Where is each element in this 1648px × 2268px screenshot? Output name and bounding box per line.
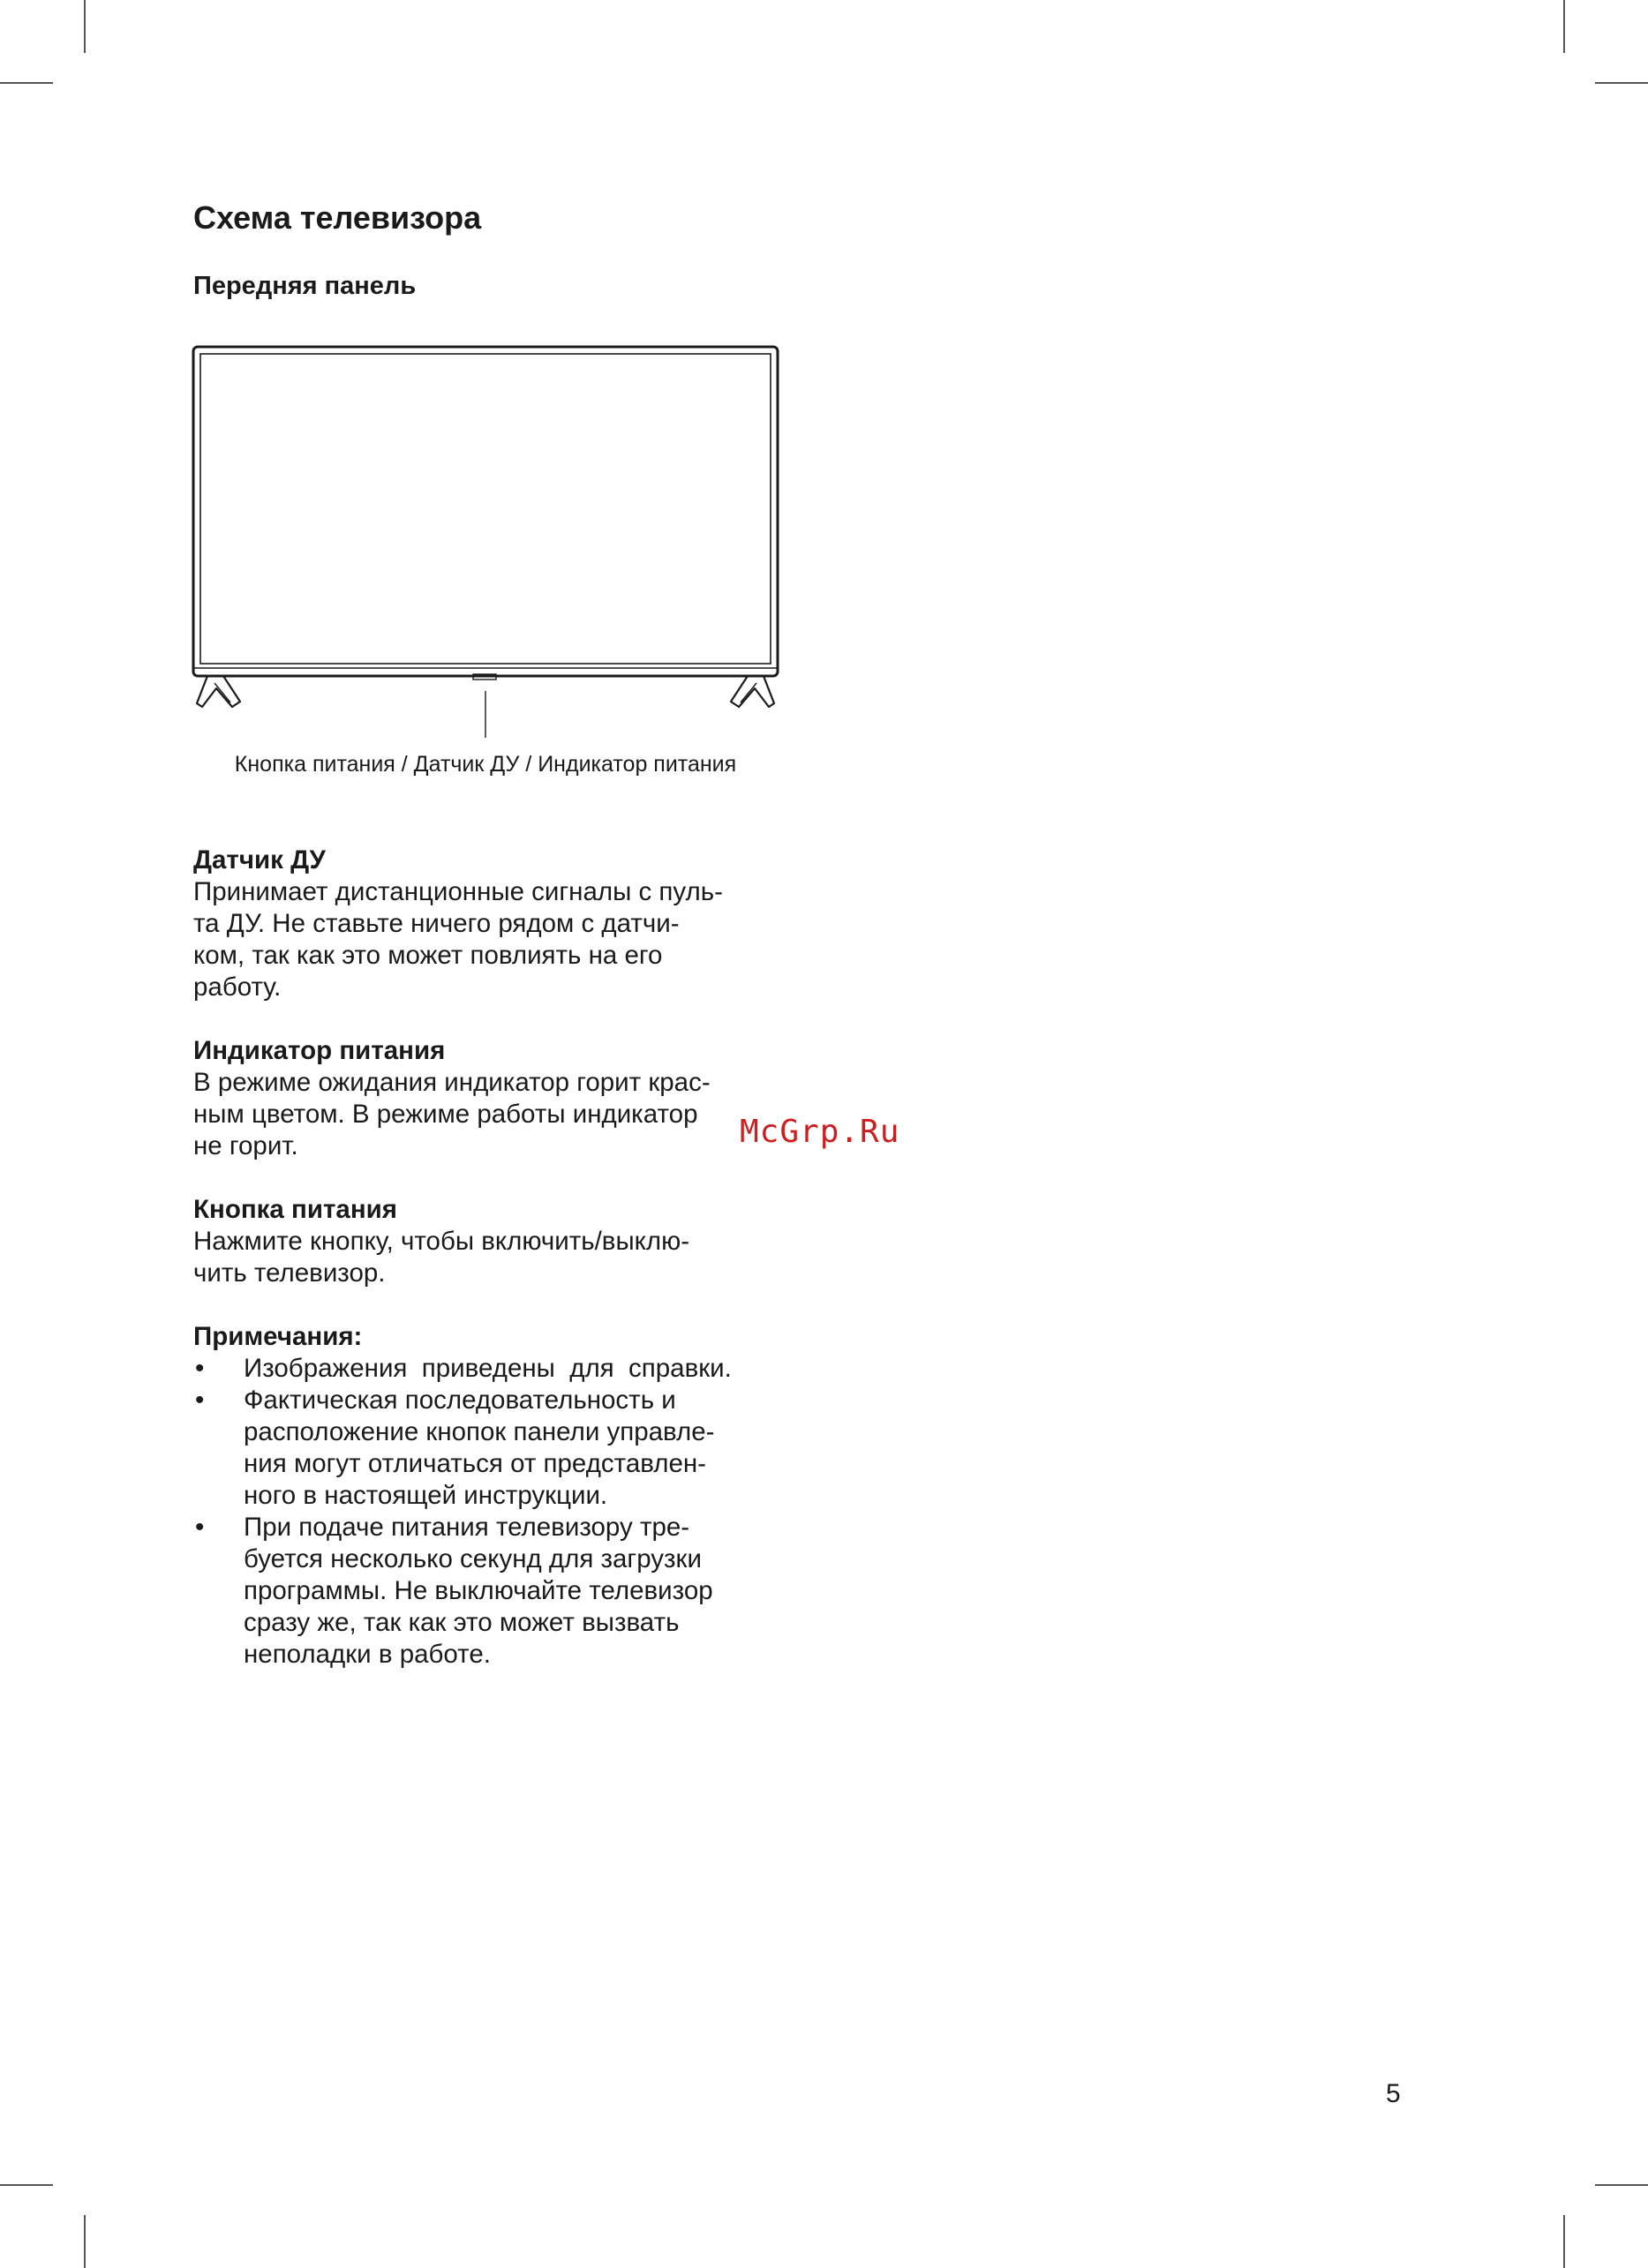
note-line: • Фактическая последовательность и: [244, 1386, 676, 1415]
section-power-indicator: [193, 1035, 780, 1162]
crop-mark: [0, 2184, 53, 2186]
section-subtitle: Передняя панель: [193, 272, 417, 300]
section-remote-sensor: [193, 845, 780, 1003]
note-line: • При подаче питания телевизору тре-: [244, 1513, 690, 1542]
crop-mark: [84, 2215, 86, 2268]
note-line: расположение кнопок панели управле-: [244, 1417, 715, 1446]
body-line: не горит.: [193, 1131, 298, 1160]
note-line: сразу же, так как это может вызвать: [244, 1608, 680, 1637]
diagram-caption: Кнопка питания / Датчик ДУ / Индикатор питания: [234, 752, 737, 777]
watermark: McGrp.Ru: [740, 1114, 900, 1150]
body-line: ком, так как это может повлиять на его: [193, 941, 663, 970]
note-item: [193, 1385, 780, 1512]
note-item: [193, 1353, 780, 1385]
tv-frame-outer: [193, 347, 778, 676]
section-notes: [193, 1321, 780, 1671]
crop-mark: [84, 0, 86, 53]
note-line: буется несколько секунд для загрузки: [244, 1544, 702, 1573]
body-line: та ДУ. Не ставьте ничего рядом с датчи-: [193, 909, 680, 938]
body-line: Принимает дистанционные сигналы с пуль-: [193, 877, 723, 906]
page-number: 5: [1386, 2079, 1401, 2108]
crop-mark: [0, 82, 53, 84]
crop-mark: [1563, 0, 1565, 53]
crop-mark: [1595, 2184, 1648, 2186]
notes-heading: Примечания:: [193, 1322, 363, 1351]
tv-front-panel-diagram: [190, 344, 781, 741]
section-heading: Индикатор питания: [193, 1036, 446, 1065]
body-line: ным цветом. В режиме работы индикатор: [193, 1100, 698, 1129]
tv-left-foot: [197, 676, 240, 707]
section-heading: Датчик ДУ: [193, 845, 326, 875]
tv-screen: [200, 354, 771, 664]
body-line: В режиме ожидания индикатор горит крас-: [193, 1068, 711, 1097]
note-line: ния могут отличаться от представлен-: [244, 1449, 706, 1478]
note-line: • Изображения приведены для справки.: [244, 1354, 732, 1383]
notes-list: [193, 1353, 780, 1671]
note-line: неполадки в работе.: [244, 1640, 491, 1669]
crop-mark: [1595, 82, 1648, 84]
body-line: чить телевизор.: [193, 1258, 386, 1288]
section-heading: Кнопка питания: [193, 1195, 398, 1224]
note-line: ного в настоящей инструкции.: [244, 1481, 608, 1510]
note-line: программы. Не выключайте телевизор: [244, 1576, 713, 1605]
tv-right-foot: [731, 676, 774, 707]
body-line: работу.: [193, 973, 282, 1002]
note-item: [193, 1512, 780, 1671]
section-power-button: [193, 1194, 780, 1289]
body-line: Нажмите кнопку, чтобы включить/выклю-: [193, 1227, 690, 1256]
page-title: Схема телевизора: [193, 199, 482, 236]
crop-mark: [1563, 2215, 1565, 2268]
